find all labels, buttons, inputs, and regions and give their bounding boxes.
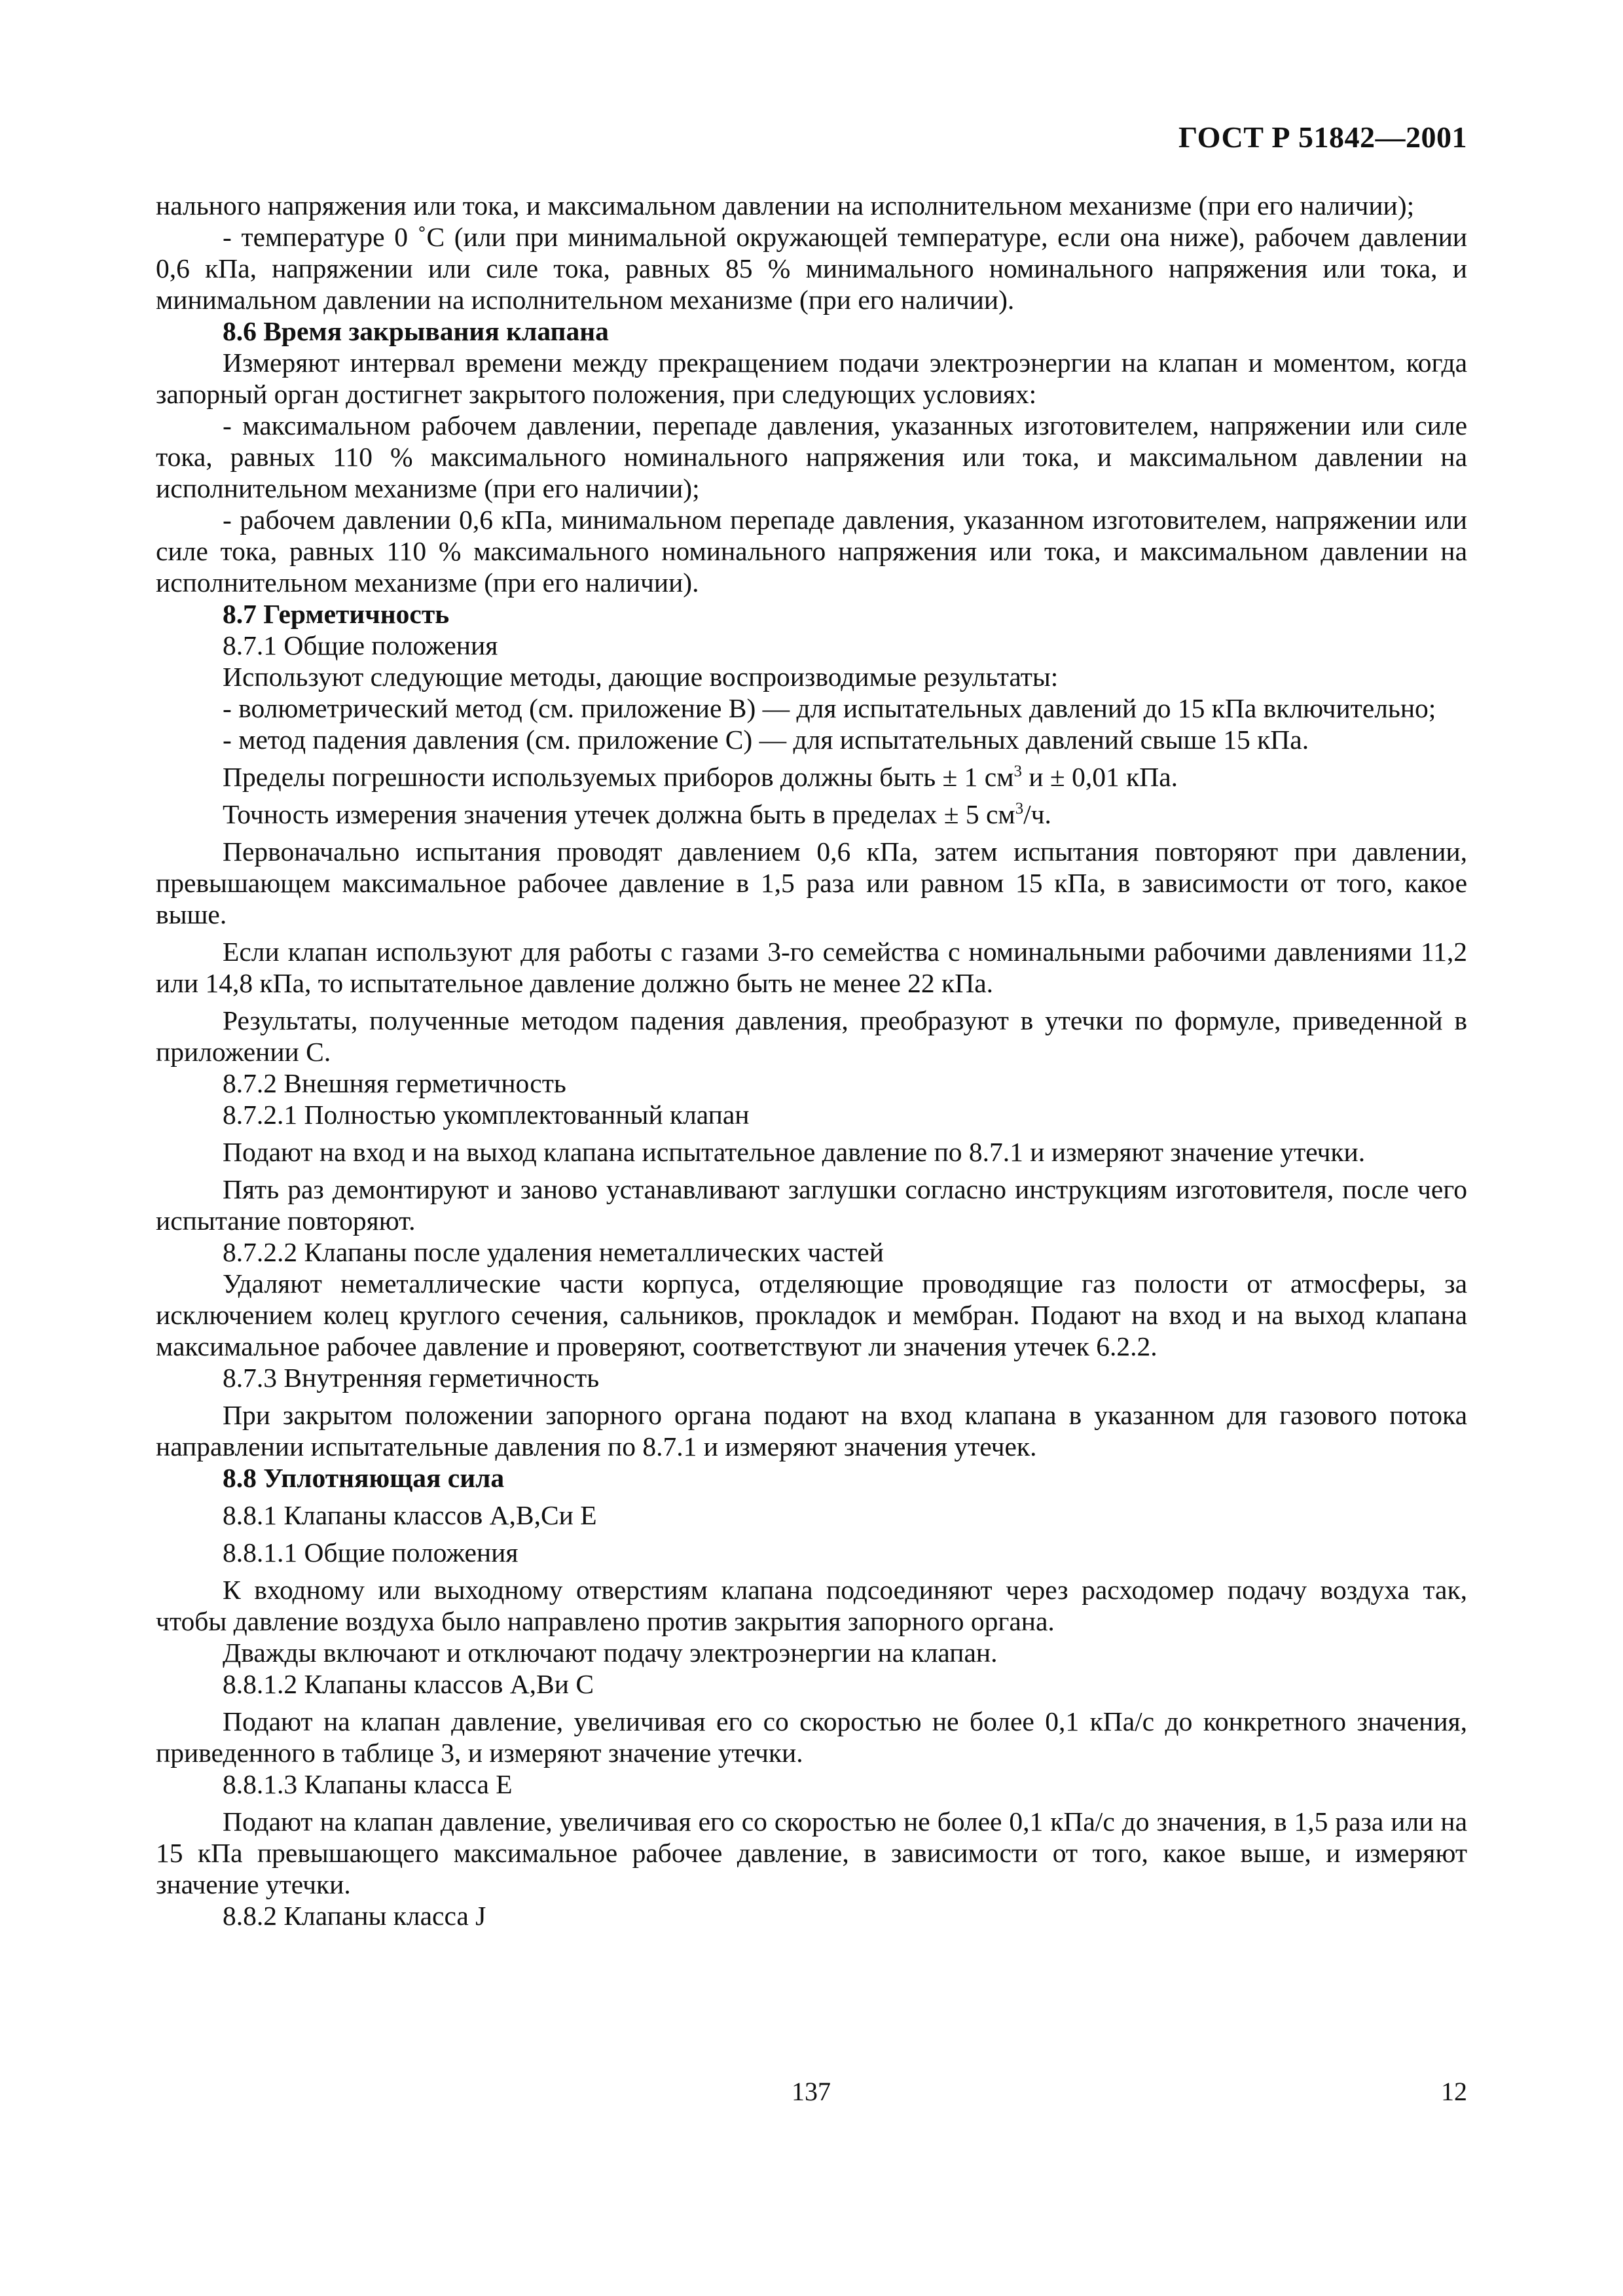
paragraph: Первоначально испытания проводят давлением 0,6 кПа, затем испытания повторяют при давлении, превышающем максимальное рабочее давление в 1,5 раза или равном 15 кПа, в зависимости от того, какое выше. xyxy=(156,836,1467,929)
paragraph: Подают на клапан давление, увеличивая его со скоростью не более 0,1 кПа/с до значения, в 1,5 раза или на 15 кПа превышающего максимальное рабочее давление, в зависимости от того, какое выше, и измеряют значение утечки. xyxy=(156,1806,1467,1899)
paragraph: Результаты, полученные методом падения давления, преобразуют в утечки по формуле, приведенной в приложении С. xyxy=(156,1005,1467,1067)
paragraph: Точность измерения значения утечек должна быть в пределах ± 5 $см^3/ч$. xyxy=(223,799,1051,829)
document-body xyxy=(156,190,1467,1931)
paragraph: Подают на вход и на выход клапана испытательное давление по 8.7.1 и измеряют значение утечки. xyxy=(223,1137,1366,1167)
paragraph: 8.7.1 Общие положения xyxy=(223,630,498,660)
paragraph: - максимальном рабочем давлении, перепаде давления, указанных изготовителем, напряжении или силе тока, равных 110 % максимального номинального напряжения или тока, и максимальном давлении на исполнительном механизме (при его наличии); xyxy=(156,410,1467,503)
paragraph: Если клапан используют для работы с газами 3-го семейства с номинальными рабочими давлениями 11,2 или 14,8 кПа, то испытательное давление должно быть не менее 22 кПа. xyxy=(156,937,1467,998)
paragraph: - температуре 0 ˚С (или при минимальной окружающей температуре, если она ниже), рабочем давлении 0,6 кПа, напряжении или силе тока, равных 85 % минимального номинального напряжения или тока, и минимальном давлении на исполнительном механизме (при его наличии). xyxy=(156,222,1467,315)
page-number-right: 12 xyxy=(1441,2077,1467,2106)
paragraph: - рабочем давлении 0,6 кПа, минимальном перепаде давления, указанном изготовителем, напряжении или силе тока, равных 110 % максимального номинального напряжения или тока, и максимальном давлении на исполнительном механизме (при его наличии). xyxy=(156,505,1467,598)
paragraph: 8.8.1.3 Клапаны класса Е xyxy=(223,1769,513,1799)
paragraph: 8.8.1.1 Общие положения xyxy=(223,1537,519,1568)
paragraph: нального напряжения или тока, и максимальном давлении на исполнительном механизме (при его наличии); xyxy=(156,190,1415,221)
paragraph: Используют следующие методы, дающие воспроизводимые результаты: xyxy=(223,662,1059,692)
paragraph: - метод падения давления (см. приложение С) — для испытательных давлений свыше 15 кПа. xyxy=(223,725,1309,755)
paragraph: - волюметрический метод (см. приложение В) — для испытательных давлений до 15 кПа включительно; xyxy=(223,693,1436,723)
section-heading: 8.6 Время закрывания клапана xyxy=(223,316,609,346)
paragraph: Удаляют неметаллические части корпуса, отделяющие проводящие газ полости от атмосферы, за исключением колец круглого сечения, сальников, прокладок и мембран. Подают на вход и на выход клапана максимальное рабочее давление и проверяют, соответствуют ли значения утечек 6.2.2. xyxy=(156,1268,1467,1361)
paragraph: Пределы погрешности используемых приборов должны быть ± 1 $см^3$ и ± 0,01 кПа. xyxy=(223,762,1178,792)
paragraph: 8.7.2.2 Клапаны после удаления неметаллических частей xyxy=(223,1237,884,1267)
paragraph: 8.7.2.1 Полностью укомплектованный клапан xyxy=(223,1100,750,1130)
paragraph: К входному или выходному отверстиям клапана подсоединяют через расходомер подачу воздуха так, чтобы давление воздуха было направлено против закрытия запорного органа. xyxy=(156,1575,1467,1636)
paragraph: При закрытом положении запорного органа подают на вход клапана в указанном для газового потока направлении испытательные давления по 8.7.1 и измеряют значения утечек. xyxy=(156,1400,1467,1462)
document-header: ГОСТ Р 51842—2001 xyxy=(1178,120,1467,154)
paragraph: 8.7.3 Внутренняя герметичность xyxy=(223,1363,600,1393)
paragraph: Измеряют интервал времени между прекращением подачи электроэнергии на клапан и моментом, когда запорный орган достигнет закрытого положения, при следующих условиях: xyxy=(156,348,1467,409)
paragraph: 8.8.1.2 Клапаны классов А,Ви С xyxy=(223,1669,594,1699)
paragraph: 8.8.2 Клапаны класса J xyxy=(223,1901,486,1931)
paragraph: Пять раз демонтируют и заново устанавливают заглушки согласно инструкциям изготовителя, после чего испытание повторяют. xyxy=(156,1174,1467,1236)
section-heading: 8.7 Герметичность xyxy=(223,599,450,629)
section-heading: 8.8 Уплотняющая сила xyxy=(223,1463,505,1493)
page-number-center: 137 xyxy=(792,2077,831,2106)
paragraph: Подают на клапан давление, увеличивая его со скоростью не более 0,1 кПа/с до конкретного значения, приведенного в таблице 3, и измеряют значение утечки. xyxy=(156,1706,1467,1768)
paragraph: 8.8.1 Клапаны классов А,В,Си Е xyxy=(223,1500,597,1530)
paragraph: Дважды включают и отключают подачу электроэнергии на клапан. xyxy=(223,1638,998,1668)
paragraph: 8.7.2 Внешняя герметичность xyxy=(223,1068,566,1098)
